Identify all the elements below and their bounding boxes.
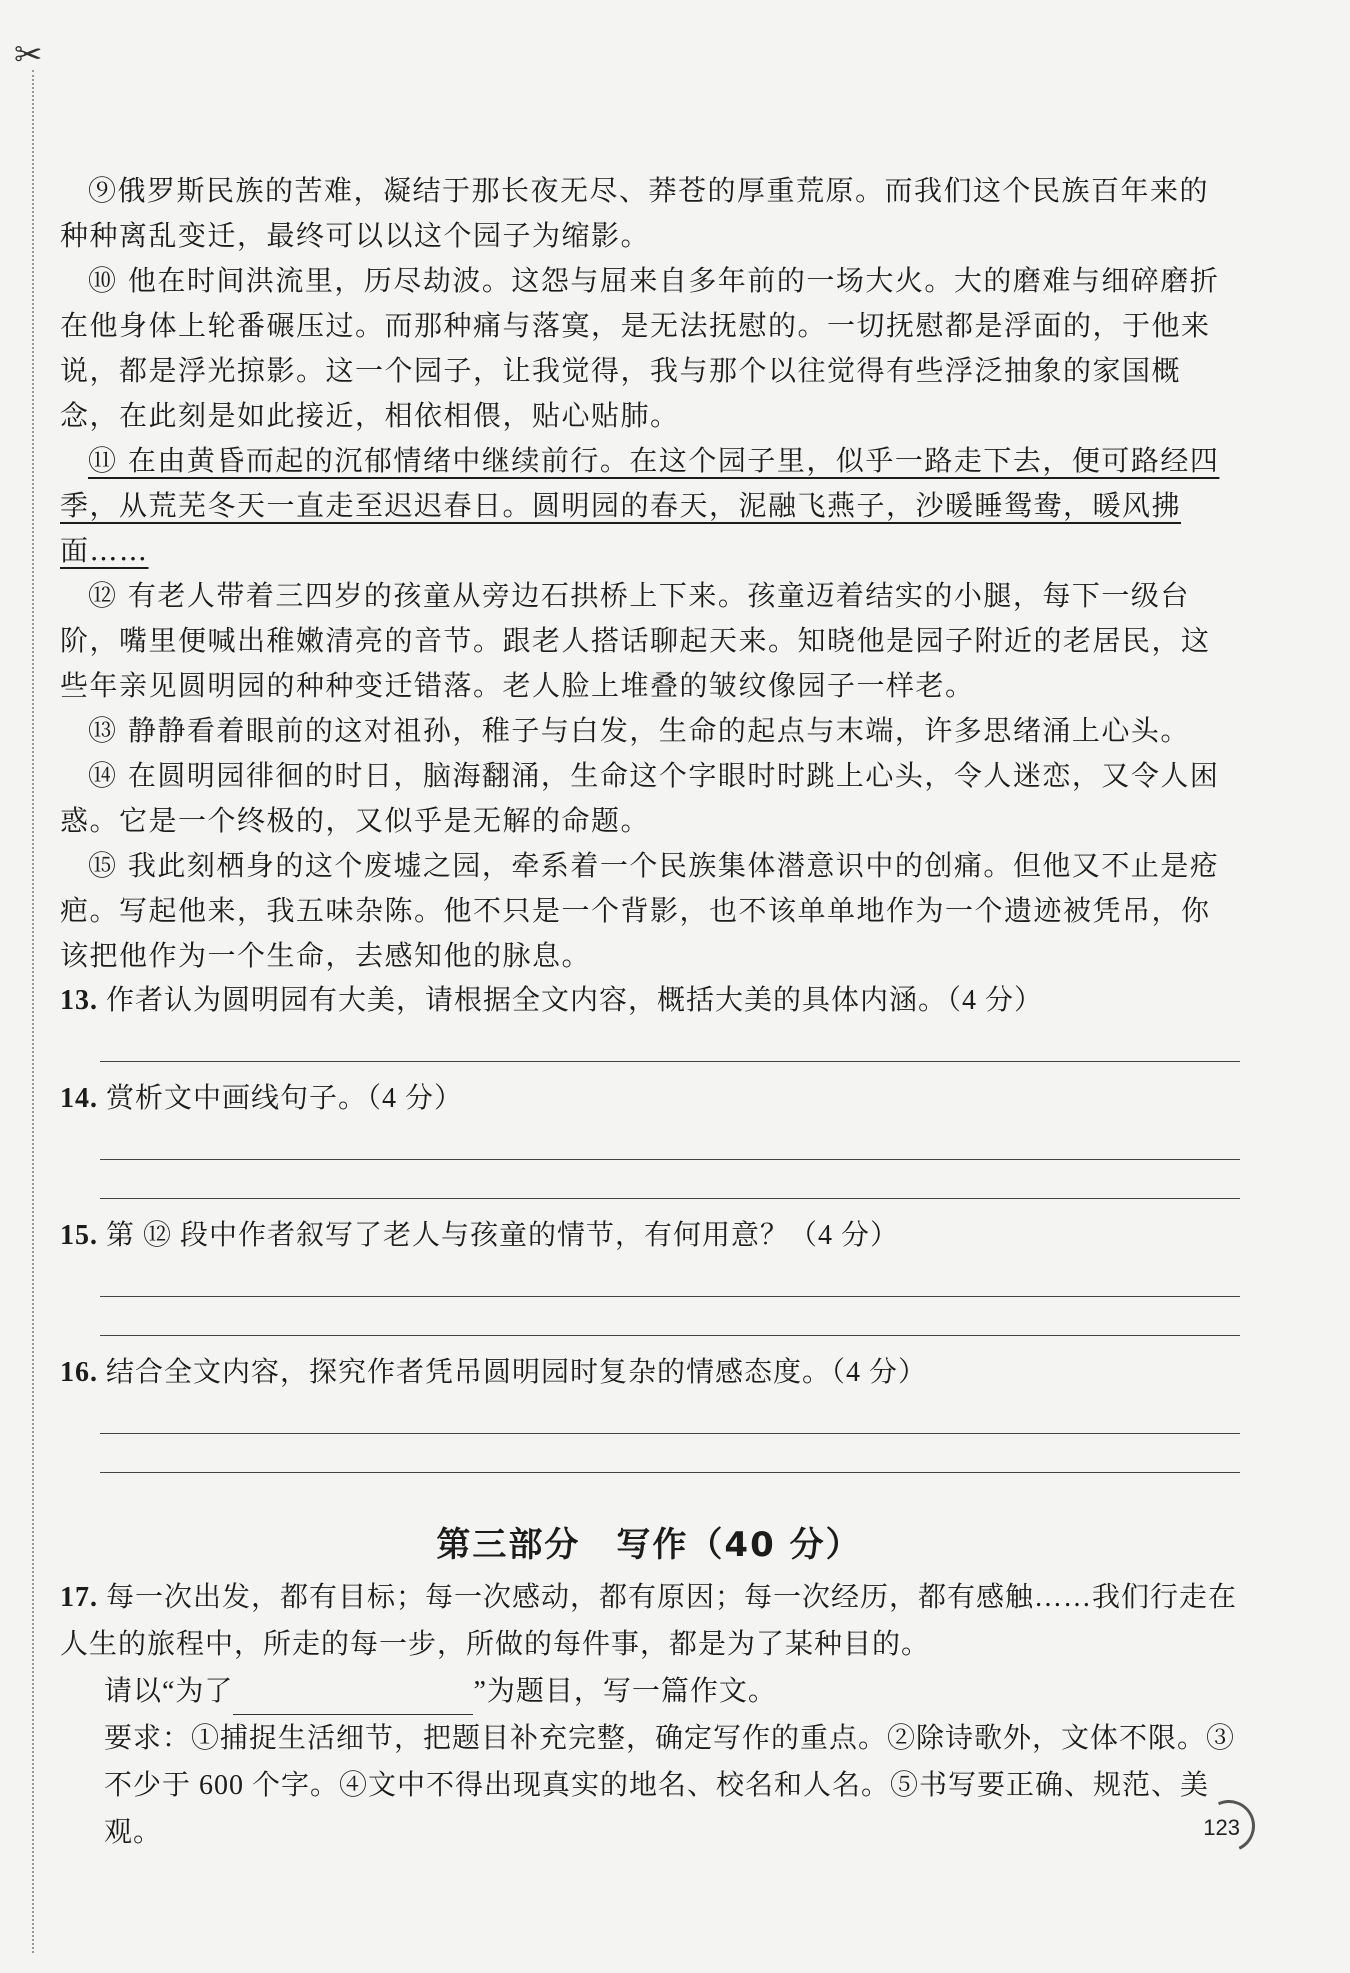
paragraph-11 xyxy=(60,438,1238,573)
scissors-icon: ✂ xyxy=(14,35,43,75)
question-15: 15. 第 ⑫ 段中作者叙写了老人与孩童的情节，有何用意？（4 分） xyxy=(60,1220,900,1251)
essay-prompt: 请以“为了 ”为题目，写一篇作文。 xyxy=(60,1668,1238,1715)
question-16: 16. 结合全文内容，探究作者凭吊圆明园时复杂的情感态度。（4 分） xyxy=(60,1357,928,1388)
page-number: 123 xyxy=(1203,1815,1240,1840)
paragraph-10: ⑩ 他在时间洪流里，历尽劫波。这怨与屈来自多年前的一场大火。大的磨难与细碎磨折在他身体上轮番碾压过。而那种痛与落寞，是无法抚慰的。一切抚慰都是浮面的，于他来说，都是浮光掠影。这一个园子，让我觉得，我与那个以往觉得有些浮泛抽象的家国概念，在此刻是如此接近，相依相偎，贴心贴肺。 xyxy=(60,264,1220,432)
answer-line[interactable] xyxy=(100,1061,1240,1062)
section-title: 第三部分 写作（40 分） xyxy=(436,1525,862,1565)
underlined-sentence: ⑪ 在由黄昏而起的沉郁情绪中继续前行。在这个园子里，似乎一路走下去，便可路经四季，从荒芜冬天一直走至迟迟春日。圆明园的春天，泥融飞燕子，沙暖睡鸳鸯，暖风拂面…… xyxy=(60,444,1220,567)
paragraph-12: ⑫ 有老人带着三四岁的孩童从旁边石拱桥上下来。孩童迈着结实的小腿，每下一级台阶，嘴里便喊出稚嫩清亮的音节。跟老人搭话聊起天来。知晓他是园子附近的老居民，这些年亲见圆明园的种种变迁错落。老人脸上堆叠的皱纹像园子一样老。 xyxy=(60,579,1211,702)
cut-line xyxy=(32,70,34,1953)
page-content xyxy=(60,168,1238,1856)
answer-line[interactable] xyxy=(100,1472,1240,1473)
paragraph-14: ⑭ 在圆明园徘徊的时日，脑海翻涌，生命这个字眼时时跳上心头，令人迷恋，又令人困惑。它是一个终极的，又似乎是无解的命题。 xyxy=(60,759,1220,837)
answer-line[interactable] xyxy=(100,1335,1240,1336)
question-14: 14. 赏析文中画线句子。（4 分） xyxy=(60,1083,464,1114)
answer-line[interactable] xyxy=(100,1198,1240,1199)
question-13: 13. 作者认为圆明园有大美，请根据全文内容，概括大美的具体内涵。（4 分） xyxy=(60,985,1044,1016)
paragraph-9: ⑨俄罗斯民族的苦难，凝结于那长夜无尽、莽苍的厚重荒原。而我们这个民族百年来的种种离乱变迁，最终可以以这个园子为缩影。 xyxy=(60,174,1210,252)
essay-question: 17. 每一次出发，都有目标；每一次感动，都有原因；每一次经历，都有感触……我们行走在人生的旅程中，所走的每一步，所做的每件事，都是为了某种目的。 请以“为了 ”为题目，写一篇作文。 要求：①捕捉生活细节，把题目补充完整，确定写作的重点。②除诗歌外，文体不限。③不少于 600 个字。④文中不得出现真实的地名、校名和人名。⑤书写要正确、规范、美观。 xyxy=(60,1574,1238,1856)
paragraph-15: ⑮ 我此刻栖身的这个废墟之园，牵系着一个民族集体潜意识中的创痛。但他又不止是疮疤。写起他来，我五味杂陈。他不只是一个背影，也不该单单地作为一个遗迹被凭吊，你该把他作为一个生命，去感知他的脉息。 xyxy=(60,849,1220,972)
essay-requirements: 要求：①捕捉生活细节，把题目补充完整，确定写作的重点。②除诗歌外，文体不限。③不少于 600 个字。④文中不得出现真实的地名、校名和人名。⑤书写要正确、规范、美观。 xyxy=(104,1723,1236,1848)
paragraph-13: ⑬ 静静看着眼前的这对祖孙，稚子与白发，生命的起点与末端，许多思绪涌上心头。 xyxy=(88,714,1190,747)
title-blank[interactable] xyxy=(233,1684,473,1715)
